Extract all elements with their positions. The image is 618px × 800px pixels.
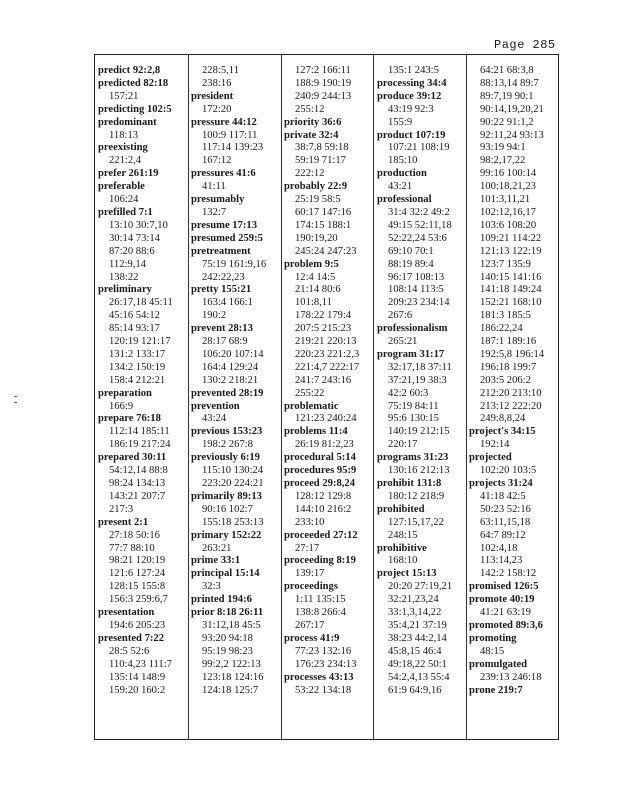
index-term: pressure 44:12 — [191, 116, 257, 128]
index-reference: 186:19 217:24 — [109, 439, 171, 451]
index-reference: 93:20 94:18 — [202, 632, 253, 644]
index-term: professional — [377, 194, 432, 206]
index-term: promote 40:19 — [469, 594, 535, 606]
index-reference: 87:20 88:6 — [109, 245, 155, 257]
margin-mark — [14, 396, 17, 397]
index-reference: 135:14 148:9 — [109, 671, 166, 683]
index-reference: 63:11,15,18 — [480, 516, 531, 528]
index-reference: 112:9,14 — [109, 258, 146, 270]
index-term: prepare 76:18 — [98, 413, 161, 425]
index-reference: 28:17 68:9 — [202, 336, 248, 348]
index-term: prone 219:7 — [469, 684, 523, 696]
index-reference: 31:4 32:2 49:2 — [388, 206, 450, 218]
index-reference: 43:21 — [388, 181, 413, 193]
index-term: private 32:4 — [284, 129, 339, 141]
index-column-4 — [377, 65, 469, 745]
index-reference: 109:21 114:22 — [480, 232, 542, 244]
index-reference: 267:17 — [295, 619, 325, 631]
index-reference: 54:2,4,13 55:4 — [388, 671, 450, 683]
index-reference: 221:2,4 — [109, 155, 142, 167]
index-reference: 127:2 166:11 — [295, 65, 351, 76]
index-term: process 41:9 — [284, 632, 340, 644]
index-term: printed 194:6 — [191, 594, 252, 606]
index-reference: 181:3 185:5 — [480, 310, 531, 322]
index-reference: 155:18 253:13 — [202, 516, 264, 528]
index-term: president — [191, 90, 234, 102]
margin-mark — [14, 402, 17, 403]
index-term: prefer 261:19 — [98, 168, 159, 180]
index-reference: 102:4,18 — [480, 542, 518, 554]
index-reference: 75:19 84:11 — [388, 400, 439, 412]
index-reference: 32:3 — [202, 581, 221, 593]
index-term: prevent 28:13 — [191, 323, 253, 335]
index-reference: 168:10 — [388, 555, 418, 567]
index-term: prepared 30:11 — [98, 452, 167, 464]
index-term: priority 36:6 — [284, 116, 342, 128]
index-reference: 130:2 218:21 — [202, 374, 259, 386]
index-term: program 31:17 — [377, 348, 445, 360]
index-reference: 99:2,2 122:13 — [202, 658, 261, 670]
index-term: prefilled 7:1 — [98, 206, 153, 218]
index-reference: 155:9 — [388, 116, 413, 128]
index-reference: 228:5,11 — [202, 65, 239, 76]
index-term: prime 33:1 — [191, 555, 241, 567]
index-reference: 242:22,23 — [202, 271, 245, 283]
index-reference: 128:12 129:8 — [295, 490, 352, 502]
index-reference: 52:22,24 53:6 — [388, 232, 447, 244]
index-term: preferable — [98, 181, 145, 193]
index-reference: 100:18,21,23 — [480, 181, 536, 193]
index-reference: 45:16 54:12 — [109, 310, 160, 322]
index-reference: 123:7 135:9 — [480, 258, 531, 270]
index-reference: 99:16 100:14 — [480, 168, 537, 180]
index-term: professionalism — [377, 323, 448, 335]
index-reference: 101:8,11 — [295, 297, 332, 309]
index-reference: 209:23 234:14 — [388, 297, 450, 309]
index-reference: 50:23 52:16 — [480, 503, 531, 515]
index-reference: 185:10 — [388, 155, 418, 167]
index-reference: 192:5,8 196:14 — [480, 348, 545, 360]
index-reference: 132:7 — [202, 206, 227, 218]
index-term: production — [377, 168, 427, 180]
index-reference: 143:21 207:7 — [109, 490, 166, 502]
index-reference: 33:1,3,14,22 — [388, 607, 442, 619]
index-reference: 249:8,8,24 — [480, 413, 526, 425]
index-reference: 35:4,21 37:19 — [388, 619, 447, 631]
index-reference: 192:14 — [480, 439, 510, 451]
index-term: projects 31:24 — [469, 478, 533, 489]
index-term: procedures 95:9 — [284, 465, 357, 477]
index-reference: 203:5 206:2 — [480, 374, 531, 386]
index-reference: 220:17 — [388, 439, 418, 451]
index-reference: 48:15 — [480, 645, 505, 657]
index-reference: 238:16 — [202, 77, 232, 89]
index-reference: 30:14 73:14 — [109, 232, 160, 244]
index-reference: 157:21 — [109, 90, 139, 102]
index-reference: 121:23 240:24 — [295, 413, 357, 425]
index-term: product 107:19 — [377, 129, 446, 141]
index-column-5 — [469, 65, 561, 745]
index-reference: 93:19 94:1 — [480, 142, 526, 154]
index-reference: 135:1 243:5 — [388, 65, 439, 76]
index-reference: 158:4 212:21 — [109, 374, 166, 386]
index-reference: 233:10 — [295, 516, 325, 528]
index-reference: 106:20 107:14 — [202, 348, 264, 360]
index-reference: 159:20 160:2 — [109, 684, 166, 696]
index-reference: 190:19,20 — [295, 232, 338, 244]
index-reference: 96:17 108:13 — [388, 271, 445, 283]
index-term: predicted 82:18 — [98, 77, 169, 89]
index-reference: 124:18 125:7 — [202, 684, 259, 696]
index-reference: 103:6 108:20 — [480, 219, 537, 231]
index-reference: 98:24 134:13 — [109, 478, 166, 489]
index-term: programs 31:23 — [377, 452, 449, 464]
index-reference: 130:16 212:13 — [388, 465, 450, 477]
index-term: prevented 28:19 — [191, 387, 264, 399]
index-reference: 95:19 98:23 — [202, 645, 253, 657]
index-reference: 174:15 188:1 — [295, 219, 352, 231]
page-number: Page 285 — [494, 38, 556, 52]
index-reference: 75:19 161:9,16 — [202, 258, 267, 270]
index-reference: 178:22 179:4 — [295, 310, 352, 322]
index-reference: 127:15,17,22 — [388, 516, 444, 528]
index-reference: 221:4,7 222:17 — [295, 361, 360, 373]
index-reference: 217:3 — [109, 503, 134, 515]
index-reference: 25:19 58:5 — [295, 194, 341, 206]
index-reference: 1:11 135:15 — [295, 594, 346, 606]
index-reference: 77:7 88:10 — [109, 542, 155, 554]
index-reference: 213:12 222:20 — [480, 400, 542, 412]
index-reference: 26:19 81:2,23 — [295, 439, 354, 451]
index-reference: 138:8 266:4 — [295, 607, 346, 619]
index-term: presentation — [98, 607, 155, 619]
index-term: proceedings — [284, 581, 338, 593]
index-reference: 106:24 — [109, 194, 139, 206]
index-reference: 89:7,19 90:1 — [480, 90, 534, 102]
index-term: proceed 29:8,24 — [284, 478, 356, 489]
index-reference: 49:18,22 50:1 — [388, 658, 447, 670]
index-reference: 223:20 224:21 — [202, 478, 264, 489]
index-term: prohibitive — [377, 542, 427, 554]
index-reference: 140:15 141:16 — [480, 271, 542, 283]
index-reference: 131:2 133:17 — [109, 348, 166, 360]
index-reference: 59:19 71:17 — [295, 155, 346, 167]
index-reference: 140:19 212:15 — [388, 426, 450, 438]
index-reference: 90:16 102:7 — [202, 503, 253, 515]
index-term: produce 39:12 — [377, 90, 442, 102]
index-reference: 113:14,23 — [480, 555, 523, 567]
index-reference: 144:10 216:2 — [295, 503, 352, 515]
index-reference: 163:4 166:1 — [202, 297, 253, 309]
index-reference: 222:12 — [295, 168, 325, 180]
index-reference: 121:13 122:19 — [480, 245, 542, 257]
index-reference: 100:9 117:11 — [202, 129, 258, 141]
index-reference: 128:15 155:8 — [109, 581, 166, 593]
index-reference: 239:13 246:18 — [480, 671, 542, 683]
index-reference: 108:14 113:5 — [388, 284, 444, 296]
index-term: predicting 102:5 — [98, 103, 172, 115]
index-term: problems 11:4 — [284, 426, 348, 438]
index-reference: 90:14,19,20,21 — [480, 103, 544, 115]
index-reference: 142:2 158:12 — [480, 568, 537, 580]
index-term: pretty 155:21 — [191, 284, 252, 296]
index-term: previous 153:23 — [191, 426, 263, 438]
index-term: promulgated — [469, 658, 528, 670]
index-reference: 61:9 64:9,16 — [388, 684, 442, 696]
index-term: proceeding 8:19 — [284, 555, 356, 567]
index-reference: 187:1 189:16 — [480, 336, 537, 348]
index-reference: 20:20 27:19,21 — [388, 581, 453, 593]
index-reference: 180:12 218:9 — [388, 490, 445, 502]
index-column-2 — [191, 65, 283, 745]
index-reference: 207:5 215:23 — [295, 323, 352, 335]
index-reference: 88:13,14 89:7 — [480, 77, 539, 89]
index-reference: 245:24 247:23 — [295, 245, 357, 257]
index-reference: 102:20 103:5 — [480, 465, 537, 477]
index-term: project 15:13 — [377, 568, 437, 580]
index-reference: 194:6 205:23 — [109, 619, 166, 631]
index-reference: 186:22,24 — [480, 323, 523, 335]
index-reference: 139:17 — [295, 568, 325, 580]
index-reference: 241:7 243:16 — [295, 374, 352, 386]
index-reference: 102:12,16,17 — [480, 206, 536, 218]
index-reference: 37:21,19 38:3 — [388, 374, 447, 386]
index-reference: 88:19 89:4 — [388, 258, 434, 270]
index-column-3 — [284, 65, 376, 745]
index-term: prior 8:18 26:11 — [191, 607, 264, 619]
index-reference: 115:10 130:24 — [202, 465, 264, 477]
index-term: presume 17:13 — [191, 219, 258, 231]
index-term: processes 43:13 — [284, 671, 354, 683]
index-reference: 152:21 168:10 — [480, 297, 542, 309]
index-reference: 54:12,14 88:8 — [109, 465, 168, 477]
index-reference: 164:4 129:24 — [202, 361, 259, 373]
index-reference: 138:22 — [109, 271, 139, 283]
index-reference: 196:18 199:7 — [480, 361, 537, 373]
index-term: proceeded 27:12 — [284, 529, 358, 541]
index-reference: 176:23 234:13 — [295, 658, 357, 670]
index-reference: 85:14 93:17 — [109, 323, 160, 335]
index-reference: 263:21 — [202, 542, 232, 554]
index-reference: 220:23 221:2,3 — [295, 348, 360, 360]
index-reference: 267:6 — [388, 310, 413, 322]
index-term: presumably — [191, 194, 245, 206]
index-reference: 43:24 — [202, 413, 227, 425]
index-reference: 64:21 68:3,8 — [480, 65, 534, 76]
index-reference: 12:4 14:5 — [295, 271, 336, 283]
index-term: probably 22:9 — [284, 181, 348, 193]
index-term: principal 15:14 — [191, 568, 260, 580]
index-reference: 112:14 185:11 — [109, 426, 170, 438]
index-reference: 26:17,18 45:11 — [109, 297, 173, 309]
index-reference: 41:18 42:5 — [480, 490, 526, 502]
index-reference: 134:2 150:19 — [109, 361, 166, 373]
index-reference: 42:2 60:3 — [388, 387, 429, 399]
index-reference: 92:11,24 93:13 — [480, 129, 544, 141]
index-term: predict 92:2,8 — [98, 65, 161, 76]
index-reference: 188:9 190:19 — [295, 77, 352, 89]
index-column-1 — [98, 65, 190, 745]
index-reference: 98:21 120:19 — [109, 555, 166, 567]
index-reference: 31:12,18 45:5 — [202, 619, 261, 631]
index-reference: 255:22 — [295, 387, 325, 399]
index-reference: 156:3 259:6,7 — [109, 594, 168, 606]
index-reference: 53:22 134:18 — [295, 684, 352, 696]
index-reference: 107:21 108:19 — [388, 142, 450, 154]
index-reference: 166:9 — [109, 400, 134, 412]
index-reference: 98:2,17,22 — [480, 155, 526, 167]
index-reference: 27:18 50:16 — [109, 529, 160, 541]
index-term: processing 34:4 — [377, 77, 447, 89]
index-term: promoting — [469, 632, 517, 644]
index-term: primarily 89:13 — [191, 490, 262, 502]
index-reference: 101:3,11,21 — [480, 194, 531, 206]
index-term: present 2:1 — [98, 516, 149, 528]
index-term: preexisting — [98, 142, 148, 154]
index-reference: 198:2 267:8 — [202, 439, 253, 451]
index-reference: 167:12 — [202, 155, 232, 167]
index-reference: 45:8,15 46:4 — [388, 645, 442, 657]
index-reference: 95:6 130:15 — [388, 413, 439, 425]
index-term: prohibited — [377, 503, 425, 515]
index-term: prohibit 131:8 — [377, 478, 442, 489]
index-reference: 64:7 89:12 — [480, 529, 526, 541]
index-reference: 255:12 — [295, 103, 325, 115]
index-reference: 265:21 — [388, 336, 418, 348]
index-reference: 69:10 70:1 — [388, 245, 434, 257]
index-reference: 219:21 220:13 — [295, 336, 357, 348]
index-term: presumed 259:5 — [191, 232, 263, 244]
index-term: predominant — [98, 116, 157, 128]
index-term: presented 7:22 — [98, 632, 165, 644]
index-reference: 141:18 149:24 — [480, 284, 542, 296]
index-reference: 118:13 — [109, 129, 139, 141]
index-reference: 49:15 52:11,18 — [388, 219, 452, 231]
index-term: promised 126:5 — [469, 581, 539, 593]
index-term: projected — [469, 452, 512, 464]
index-term: promoted 89:3,6 — [469, 619, 543, 631]
index-reference: 120:19 121:17 — [109, 336, 171, 348]
index-reference: 32:17,18 37:11 — [388, 361, 452, 373]
index-reference: 123:18 124:16 — [202, 671, 264, 683]
index-reference: 32:21,23,24 — [388, 594, 439, 606]
index-reference: 77:23 132:16 — [295, 645, 352, 657]
index-reference: 121:6 127:24 — [109, 568, 166, 580]
index-reference: 248:15 — [388, 529, 418, 541]
index-reference: 190:2 — [202, 310, 227, 322]
index-term: problem 9:5 — [284, 258, 339, 270]
index-term: pressures 41:6 — [191, 168, 256, 180]
index-reference: 41:21 63:19 — [480, 607, 531, 619]
index-term: previously 6:19 — [191, 452, 260, 464]
index-reference: 110:4,23 111:7 — [109, 658, 172, 670]
index-reference: 43:19 92:3 — [388, 103, 434, 115]
index-term: preliminary — [98, 284, 152, 296]
index-reference: 27:17 — [295, 542, 320, 554]
index-reference: 240:9 244:13 — [295, 90, 352, 102]
index-term: prevention — [191, 400, 240, 412]
index-reference: 117:14 139:23 — [202, 142, 264, 154]
index-reference: 21:14 80:6 — [295, 284, 341, 296]
index-reference: 38:23 44:2,14 — [388, 632, 447, 644]
index-reference: 60:17 147:16 — [295, 206, 352, 218]
index-term: pretreatment — [191, 245, 251, 257]
index-reference: 212:20 213:10 — [480, 387, 542, 399]
index-reference: 28:5 52:6 — [109, 645, 150, 657]
index-term: primary 152:22 — [191, 529, 262, 541]
index-reference: 90:22 91:1,2 — [480, 116, 534, 128]
index-reference: 41:11 — [202, 181, 226, 193]
index-reference: 13:10 30:7,10 — [109, 219, 168, 231]
index-term: problematic — [284, 400, 339, 412]
index-term: preparation — [98, 387, 152, 399]
index-term: procedural 5:14 — [284, 452, 356, 464]
index-reference: 172:20 — [202, 103, 232, 115]
index-term: project's 34:15 — [469, 426, 536, 438]
index-reference: 38:7,8 59:18 — [295, 142, 349, 154]
